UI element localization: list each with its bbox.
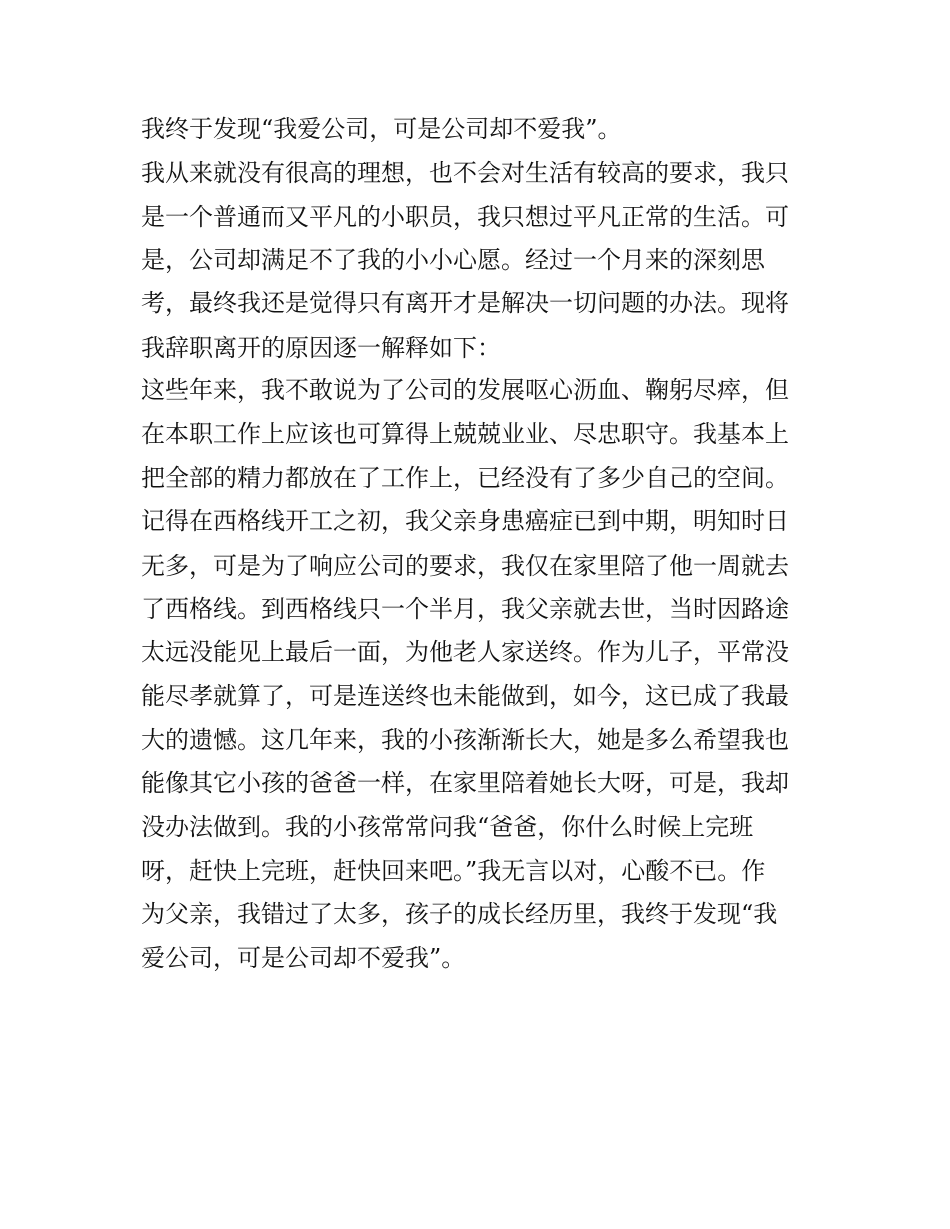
text-line: 爱公司，可是公司却不爱我”。 — [141, 944, 466, 972]
text-line: 了西格线。到西格线只一个半月，我父亲就去世，当时因路途 — [141, 595, 789, 623]
text-line: 这些年来，我不敢说为了公司的发展呕心沥血、鞠躬尽瘁，但 — [141, 376, 789, 404]
text-line: 是一个普通而又平凡的小职员，我只想过平凡正常的生活。可 — [141, 203, 789, 231]
text-line: 呀，赶快上完班，赶快回来吧。”我无言以对，心酸不已。作 — [141, 857, 766, 885]
text-line: 能尽孝就算了，可是连送终也未能做到，如今，这已成了我最 — [141, 682, 789, 710]
text-line: 记得在西格线开工之初，我父亲身患癌症已到中期，明知时日 — [141, 507, 789, 535]
text-line: 我终于发现“我爱公司，可是公司却不爱我”。 — [141, 115, 622, 143]
body-text — [141, 109, 841, 978]
text-line: 没办法做到。我的小孩常常问我“爸爸，你什么时候上完班 — [141, 813, 754, 841]
text-line: 大的遗憾。这几年来，我的小孩渐渐长大，她是多么希望我也 — [141, 726, 789, 754]
text-line: 是，公司却满足不了我的小小心愿。经过一个月来的深刻思 — [141, 246, 765, 274]
text-line: 能像其它小孩的爸爸一样，在家里陪着她长大呀，可是，我却 — [141, 769, 789, 797]
text-line: 在本职工作上应该也可算得上兢兢业业、尽忠职守。我基本上 — [141, 420, 789, 448]
text-line: 无多，可是为了响应公司的要求，我仅在家里陪了他一周就去 — [141, 552, 789, 580]
text-line: 我从来就没有很高的理想，也不会对生活有较高的要求，我只 — [141, 159, 789, 187]
text-line: 考，最终我还是觉得只有离开才是解决一切问题的办法。现将 — [141, 289, 789, 317]
text-line: 把全部的精力都放在了工作上，已经没有了多少自己的空间。 — [141, 464, 789, 492]
text-line: 我辞职离开的原因逐一解释如下： — [141, 334, 501, 362]
text-line: 为父亲，我错过了太多，孩子的成长经历里，我终于发现“我 — [141, 900, 778, 928]
text-line: 太远没能见上最后一面，为他老人家送终。作为儿子，平常没 — [141, 638, 789, 666]
